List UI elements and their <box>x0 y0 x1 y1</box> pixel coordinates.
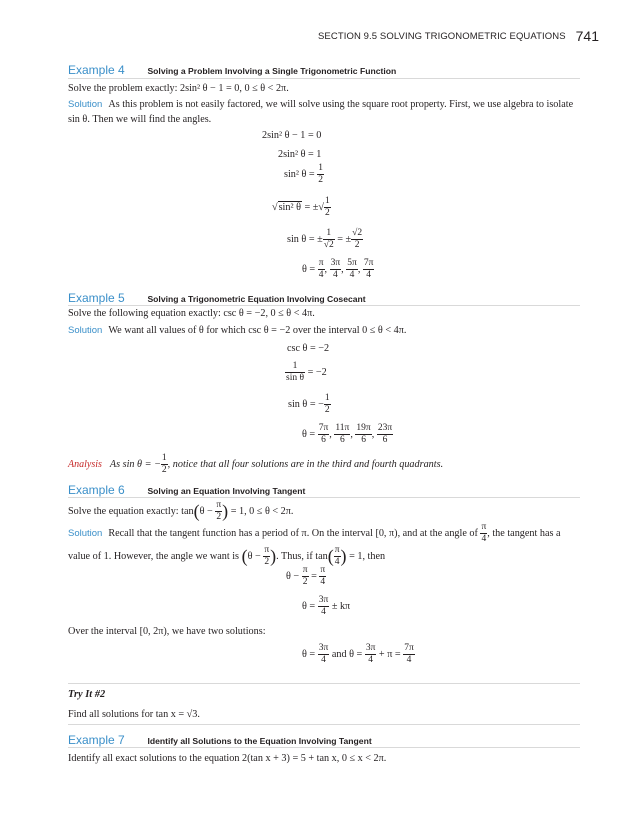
fraction: $\frac{1}{√2}$ <box>323 228 334 250</box>
running-head <box>318 31 566 42</box>
divider <box>68 497 580 498</box>
example-4-problem: Solve the problem exactly: 2sin² θ − 1 = 0, 0 ≤ θ < 2π. <box>68 83 289 94</box>
equation: sin θ = ± $\frac{1}{√2}$ = ± $\frac{√2}{2}$ <box>287 228 363 250</box>
fraction: $\frac{√2}{2}$ <box>352 228 363 250</box>
page-number: 741 <box>575 28 599 44</box>
example-5-problem: Solve the following equation exactly: csc θ = −2, 0 ≤ θ < 4π. <box>68 308 315 319</box>
equation: √sin² θ = ±√ $\frac{1}{2}$ <box>272 196 330 218</box>
page-header <box>0 30 630 46</box>
equation: sin θ = − $\frac{1}{2}$ <box>288 393 330 415</box>
equation: θ = $\frac{\pi}{4}$ , $\frac{3\pi}{4}$ , $\frac{5\pi}{4}$ , $\frac{7\pi}{4}$ <box>302 258 374 280</box>
divider <box>68 78 580 79</box>
example-4-heading <box>68 61 396 77</box>
fraction: $\frac{1}{2}$ <box>325 196 330 218</box>
equation: θ = $\frac{3\pi}{4}$ and θ = $\frac{3\pi}{4}$ + π = $\frac{7\pi}{4}$ <box>302 643 414 665</box>
equation: 2sin² θ = 1 <box>278 149 322 160</box>
analysis-note: Analysis As sin θ = − $\frac{1}{2}$ , notice that all four solutions are in the third and fourth quadrants. <box>68 453 444 475</box>
example-title: Solving a Problem Involving a Single Trigonometric Function <box>147 66 397 76</box>
example-6-problem: Solve the equation exactly: tan(θ − $\frac{\pi}{2}$ ) = 1, 0 ≤ θ < 2π. <box>68 500 294 522</box>
equation: 2sin² θ − 1 = 0 <box>262 130 322 141</box>
equation: θ = $\frac{3\pi}{4}$ ± kπ <box>302 595 351 617</box>
analysis-label: Analysis <box>68 458 102 470</box>
example-7-problem: Identify all exact solutions to the equation 2(tan x + 3) = 5 + tan x, 0 ≤ x < 2π. <box>68 753 387 764</box>
solution-label: Solution <box>68 99 103 110</box>
divider <box>68 747 580 748</box>
equation: θ − $\frac{\pi}{2}$ = $\frac{\pi}{4}$ <box>286 565 326 587</box>
example-6-interval-text: Over the interval [0, 2π), we have two solutions: <box>68 626 266 637</box>
example-4-solution <box>68 97 580 127</box>
equation <box>284 163 324 186</box>
divider <box>68 724 580 725</box>
equation: csc θ = −2 <box>287 343 330 354</box>
divider <box>68 683 580 684</box>
try-it-text: Find all solutions for tan x = √3. <box>68 709 200 720</box>
equation: θ = $\frac{7\pi}{6}$ , $\frac{11\pi}{6}$ , $\frac{19\pi}{6}$ , $\frac{23\pi}{6}$ <box>302 423 393 445</box>
example-6-heading: Example 6 Solving an Equation Involving Tangent <box>68 483 306 497</box>
example-7-heading: Example 7 Identify all Solutions to the Equation Involving Tangent <box>68 733 372 747</box>
example-5-heading: Example 5 Solving a Trigonometric Equation Involving Cosecant <box>68 291 366 305</box>
fraction: $\frac{1}{2}$ <box>318 163 323 185</box>
equation: $\frac{1}{\text{sin θ}}$ = −2 <box>286 361 327 383</box>
example-6-solution: Solution Recall that the tangent function has a period of π. On the interval [0, π), and at the angle of $\frac{\pi}{4}$ , the tangent has a value of 1. However, the angle we want is (θ − $\frac{\pi}{2}$ ). Thus, if tan( $\frac{\pi}{4}$ ) = 1, then <box>68 522 561 567</box>
equation-lhs: sin² θ = <box>284 168 318 180</box>
example-5-solution: Solution We want all values of θ for which csc θ = −2 over the interval 0 ≤ θ < 4π. <box>68 325 407 336</box>
section-number: SECTION 9.5 <box>318 31 378 42</box>
example-label: Example 4 <box>68 63 125 77</box>
radical: sin² θ <box>278 201 301 213</box>
section-title: SOLVING TRIGONOMETRIC EQUATIONS <box>379 31 566 42</box>
try-it-label: Try It #2 <box>68 689 106 700</box>
solution-text: As this problem is not easily factored, we will solve using the square root property. First, we use algebra to isolate sin θ. Then we will find the angles. <box>68 99 574 125</box>
